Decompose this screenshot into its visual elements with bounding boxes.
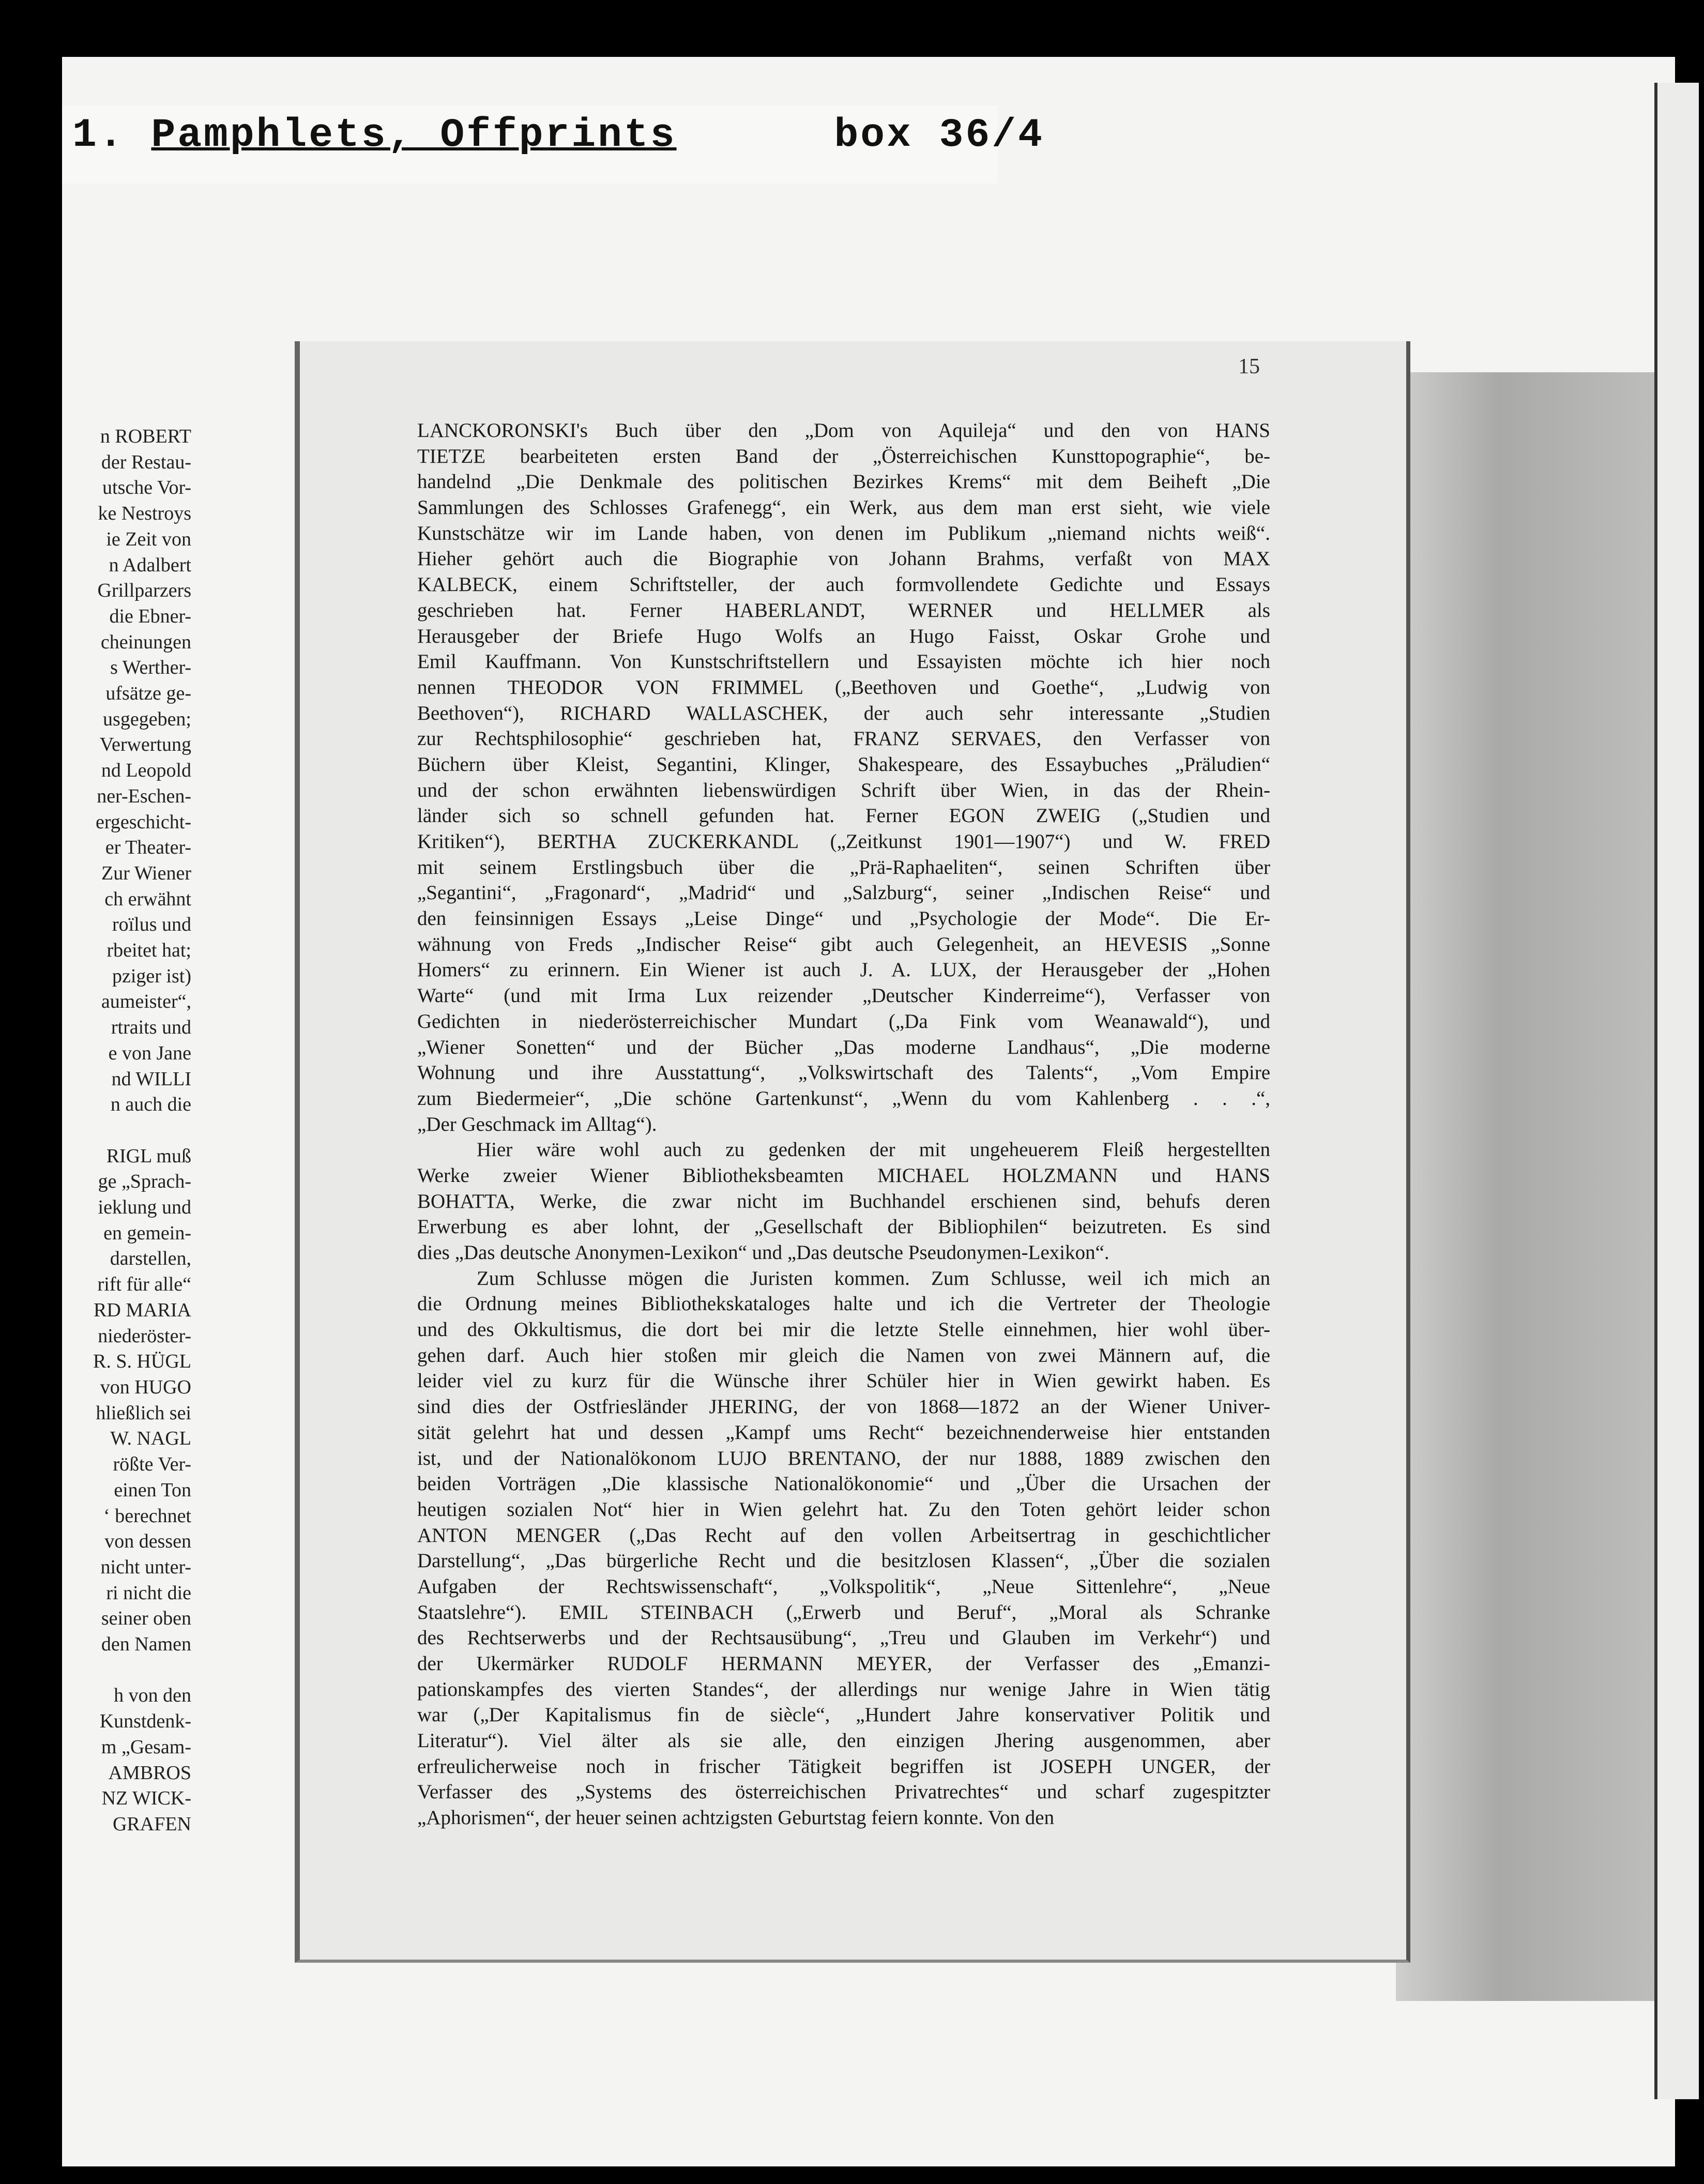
left-fragment-line: nd Leopold	[101, 760, 191, 782]
left-fragment-line: ufsätze ge-	[105, 682, 191, 705]
paragraph	[417, 418, 1270, 1137]
page-number: 15	[1238, 355, 1260, 378]
text-line: Literatur“). Viel älter als sie alle, den einzigen Jhering ausgenommen, aber	[417, 1730, 1270, 1752]
left-fragment-line: der Restau-	[101, 451, 191, 473]
text-line: Beethoven“), RICHARD WALLASCHEK, der auch sehr interessante „Studien	[417, 702, 1270, 724]
text-line: „Der Geschmack im Alltag“).	[417, 1113, 657, 1135]
left-fragment-line: R. S. HÜGL	[93, 1351, 191, 1373]
left-fragment-line: seiner oben	[101, 1607, 191, 1630]
text-line: Kunstschätze wir im Lande haben, von denen im Publikum „niemand nichts weiß“.	[417, 522, 1270, 544]
text-line: KALBECK, einem Schriftsteller, der auch formvollendete Gedichte und Essays	[417, 573, 1270, 596]
left-fragment-line: rbeitet hat;	[106, 939, 191, 962]
left-fragment-line: roïlus und	[112, 914, 191, 936]
text-line: dies „Das deutsche Anonymen-Lexikon“ und „Das deutsche Pseudonymen-Lexikon“.	[417, 1241, 1109, 1264]
paragraph	[417, 1137, 1270, 1265]
text-line: den feinsinnigen Essays „Leise Dinge“ und „Psychologie der Mode“. Die Er-	[417, 907, 1270, 930]
left-fragment-line: ‘ berechnet	[103, 1505, 191, 1527]
text-line: und des Okkultismus, die dort bei mir die letzte Stelle einnehmen, hier wohl über-	[417, 1318, 1270, 1341]
text-line: Hieher gehört auch die Biographie von Johann Brahms, verfaßt von MAX	[417, 548, 1270, 570]
left-fragment-line: Kunstdenk-	[99, 1710, 191, 1733]
left-fragment-line: Zur Wiener	[101, 862, 191, 884]
left-fragment-line: utsche Vor-	[102, 477, 191, 499]
text-line: erfreulicherweise noch in frischer Tätigkeit begriffen ist JOSEPH UNGER, der	[417, 1755, 1270, 1778]
label-title: Pamphlets, Offprints	[151, 113, 677, 158]
left-fragment-line: ner-Eschen-	[97, 785, 191, 807]
left-fragment-line: n Adalbert	[109, 554, 191, 576]
text-line: Büchern über Kleist, Segantini, Klinger, Shakespeare, des Essaybuches „Präludien“	[417, 753, 1270, 776]
text-line: „Segantini“, „Fragonard“, „Madrid“ und „Salzburg“, seiner „Indischen Reise“ und	[417, 882, 1270, 904]
left-fragment-line: usgegeben;	[103, 708, 191, 730]
text-line: „Aphorismen“, der heuer seinen achtzigsten Geburtstag feiern konnte. Von den	[417, 1807, 1055, 1829]
text-line: des Rechtserwerbs und der Rechtsausübung“, „Treu und Glauben im Verkehr“) und	[417, 1627, 1270, 1649]
left-fragment-line: ri nicht die	[106, 1582, 191, 1604]
text-line: Staatslehre“). EMIL STEINBACH („Erwerb und Beruf“, „Moral als Schranke	[417, 1601, 1270, 1624]
left-fragment-line: niederöster-	[98, 1325, 191, 1347]
left-fragment-line: pziger ist)	[112, 965, 191, 987]
left-fragment-line: einen Ton	[114, 1479, 191, 1501]
left-fragment-line: ke Nestroys	[98, 503, 191, 525]
left-fragment-line: nd WILLI	[111, 1068, 191, 1090]
text-line: sität gelehrt hat und dessen „Kampf ums Recht“ bezeichnenderweise hier entstanden	[417, 1421, 1270, 1444]
text-line: Verfasser des „Systems des österreichischen Privatrechtes“ und scharf zugespitzter	[417, 1781, 1270, 1803]
text-line: Emil Kauffmann. Von Kunstschriftstellern und Essayisten möchte ich hier noch	[417, 650, 1270, 673]
text-line: heutigen sozialen Not“ hier in Wien gelehrt hat. Zu den Toten gehört leider schon	[417, 1498, 1270, 1521]
text-line: Aufgaben der Rechtswissenschaft“, „Volkspolitik“, „Neue Sittenlehre“, „Neue	[417, 1575, 1270, 1598]
text-line: Zum Schlusse mögen die Juristen kommen. Zum Schlusse, weil ich mich an	[477, 1267, 1270, 1290]
left-fragment-line: n ROBERT	[100, 426, 191, 447]
left-fragment-line: AMBROS	[108, 1762, 191, 1784]
left-fragment-line: n auch die	[110, 1094, 191, 1116]
text-line: war („Der Kapitalismus fin de siècle“, „Hundert Jahre konservativer Politik und	[417, 1704, 1270, 1726]
text-line: gehen darf. Auch hier stoßen mir gleich die Namen von zwei Männern auf, die	[417, 1344, 1270, 1367]
left-fragment-line: h von den	[114, 1685, 191, 1707]
left-fragment-line: von dessen	[104, 1530, 191, 1553]
left-fragment-line: W. NAGL	[110, 1428, 191, 1450]
text-line: zur Rechtsphilosophie“ geschrieben hat, FRANZ SERVAES, den Verfasser von	[417, 727, 1270, 750]
text-line: sind dies der Ostfriesländer JHERING, der von 1868—1872 an der Wiener Univer-	[417, 1396, 1270, 1418]
left-fragment-line: RIGL muß	[106, 1145, 191, 1167]
text-line: Erwerbung es aber lohnt, der „Gesellschaft der Bibliophilen“ beizutreten. Es sind	[417, 1216, 1270, 1238]
left-fragment-line: rößte Ver-	[113, 1453, 191, 1476]
left-fragment-line: rift für alle“	[97, 1273, 191, 1296]
left-fragment-line: darstellen,	[110, 1248, 191, 1270]
text-line: handelnd „Die Denkmale des politischen Bezirkes Krems“ mit dem Beiheft „Die	[417, 471, 1270, 493]
text-line: die Ordnung meines Bibliothekskataloges halte und ich die Vertreter der Theologie	[417, 1293, 1270, 1315]
archive-label	[72, 113, 1044, 158]
left-fragment-line: en gemein-	[103, 1222, 191, 1244]
left-fragment-line: cheinungen	[100, 631, 191, 653]
left-fragment-line: NZ WICK-	[101, 1787, 191, 1810]
text-line: Warte“ (und mit Irma Lux reizender „Deutscher Kinderreime“), Verfasser von	[417, 984, 1270, 1007]
text-line: LANCKORONSKI's Buch über den „Dom von Aquileja“ und den von HANS	[417, 419, 1270, 442]
text-line: zum Biedermeier“, „Die schöne Gartenkunst“, „Wenn du vom Kahlenberg . . .“,	[417, 1087, 1270, 1110]
left-fragment-line: Verwertung	[99, 734, 191, 756]
left-fragment-line: s Werther-	[110, 657, 191, 679]
text-line: BOHATTA, Werke, die zwar nicht im Buchhandel erschienen sind, behufs deren	[417, 1190, 1270, 1212]
left-fragment-line: ie Zeit von	[106, 528, 191, 550]
left-fragment-line: hließlich sei	[96, 1402, 191, 1424]
text-line: länder sich so schnell gefunden hat. Ferner EGON ZWEIG („Studien und	[417, 805, 1270, 827]
text-line: Werke zweier Wiener Bibliotheksbeamten MICHAEL HOLZMANN und HANS	[417, 1164, 1270, 1187]
body-text	[417, 418, 1270, 1831]
left-fragment-line: ch erwähnt	[104, 888, 191, 910]
label-prefix: 1.	[72, 113, 151, 158]
left-column-text	[67, 424, 191, 1838]
left-fragment-line: ieklung und	[98, 1196, 191, 1219]
text-line: der Ukermärker RUDOLF HERMANN MEYER, der Verfasser des „Emanzi-	[417, 1652, 1270, 1675]
left-fragment-line: aumeister“,	[101, 991, 191, 1013]
left-fragment-line	[67, 1658, 191, 1684]
text-line: beiden Vorträgen „Die klassische Nationalökonomie“ und „Über die Ursachen der	[417, 1473, 1270, 1495]
page-shadow	[1396, 372, 1654, 2001]
text-line: TIETZE bearbeiteten ersten Band der „Österreichischen Kunsttopographie“, be-	[417, 445, 1270, 467]
text-line: Kritiken“), BERTHA ZUCKERKANDL („Zeitkunst 1901—1907“) und W. FRED	[417, 830, 1270, 853]
label-box: box 36/4	[834, 113, 1044, 158]
left-fragment-line: ergeschicht-	[96, 811, 191, 833]
text-line: Darstellung“, „Das bürgerliche Recht und die besitzlosen Klassen“, „Über die sozialen	[417, 1550, 1270, 1572]
text-line: mit seinem Erstlingsbuch über die „Prä-Raphaeliten“, seinen Schriften über	[417, 856, 1270, 878]
left-fragment-line: nicht unter-	[100, 1556, 191, 1578]
left-fragment-line: rtraits und	[111, 1017, 191, 1039]
left-fragment-line	[67, 1118, 191, 1144]
text-line: pationskampfes des vierten Standes“, der allerdings nur wenige Jahre in Wien tätig	[417, 1678, 1270, 1701]
text-line: „Wiener Sonetten“ und der Bücher „Das moderne Landhaus“, „Die moderne	[417, 1036, 1270, 1058]
text-line: nennen THEODOR VON FRIMMEL („Beethoven und Goethe“, „Ludwig von	[417, 676, 1270, 699]
left-fragment-line: ge „Sprach-	[98, 1171, 191, 1193]
text-line: Herausgeber der Briefe Hugo Wolfs an Hugo Faisst, Oskar Grohe und	[417, 625, 1270, 647]
left-fragment-line: den Namen	[101, 1633, 191, 1656]
left-fragment-line: m „Gesam-	[101, 1736, 191, 1758]
left-fragment-line: GRAFEN	[112, 1813, 191, 1835]
text-line: Homers“ zu erinnern. Ein Wiener ist auch J. A. LUX, der Herausgeber der „Hohen	[417, 959, 1270, 981]
text-line: Gedichten in niederösterreichischer Mundart („Da Fink vom Weanawald“), und	[417, 1010, 1270, 1033]
left-page-fragment	[67, 403, 191, 1903]
left-fragment-line: Grillparzers	[97, 580, 191, 602]
left-fragment-line: er Theater-	[105, 837, 191, 859]
text-line: wähnung von Freds „Indischer Reise“ gibt auch Gelegenheit, an HEVESIS „Sonne	[417, 933, 1270, 956]
left-fragment-line: e von Jane	[108, 1042, 191, 1064]
text-line: Wohnung und ihre Ausstattung“, „Volkswirtschaft des Talents“, „Vom Empire	[417, 1061, 1270, 1084]
paragraph	[417, 1266, 1270, 1831]
left-fragment-line: RD MARIA	[94, 1299, 191, 1321]
text-line: leider viel zu kurz für die Wünsche ihrer Schüler hier in Wien gewirkt haben. Es	[417, 1370, 1270, 1392]
left-fragment-line: die Ebner-	[109, 605, 191, 627]
text-line: Sammlungen des Schlosses Grafenegg“, ein Werk, aus dem man erst sieht, wie viele	[417, 496, 1270, 519]
text-line: ANTON MENGER („Das Recht auf den vollen Arbeitsertrag in geschichtlicher	[417, 1524, 1270, 1546]
text-line: geschrieben hat. Ferner HABERLANDT, WERNER und HELLMER als	[417, 599, 1270, 621]
left-fragment-line: von HUGO	[100, 1376, 191, 1398]
text-line: Hier wäre wohl auch zu gedenken der mit ungeheuerem Fleiß hergestellten	[477, 1139, 1270, 1161]
text-line: ist, und der Nationalökonom LUJO BRENTANO, der nur 1888, 1889 zwischen den	[417, 1447, 1270, 1469]
sheet-edge	[1654, 83, 1699, 2099]
text-line: und der schon erwähnten liebenswürdigen Schrift über Wien, in das der Rhein-	[417, 779, 1270, 801]
